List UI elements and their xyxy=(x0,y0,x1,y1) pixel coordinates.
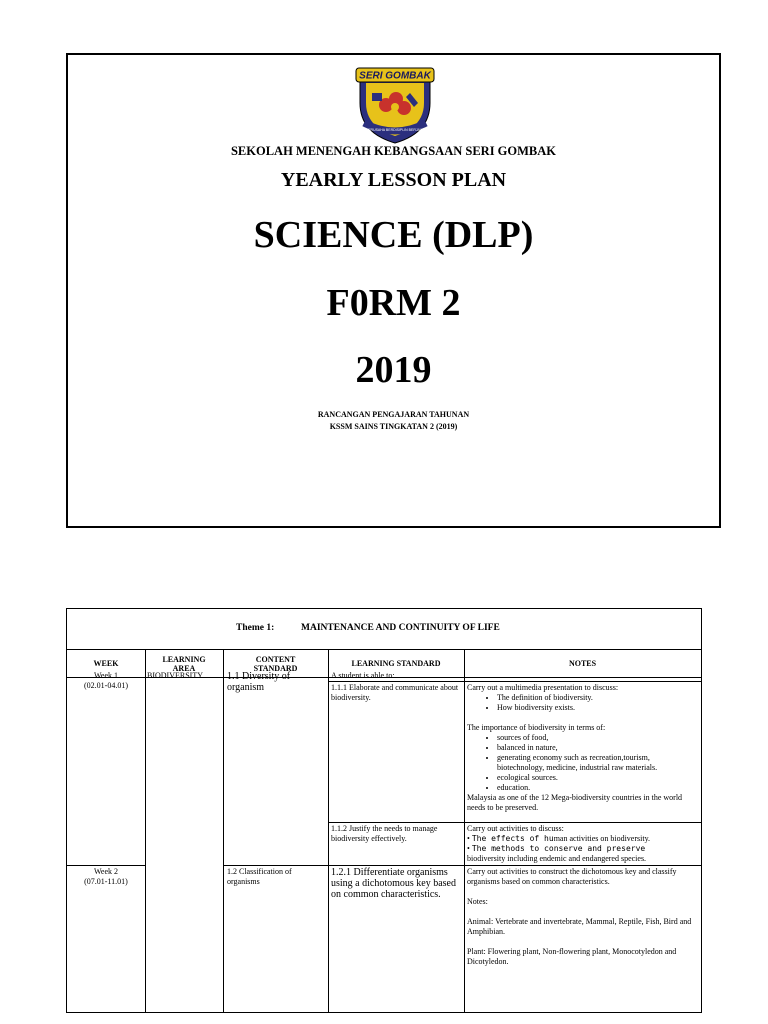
lesson-plan-table xyxy=(66,608,702,1013)
row-divider xyxy=(328,822,701,823)
year-title: 2019 xyxy=(355,349,432,391)
content-standard-1-1: 1.1 Diversity of organism xyxy=(227,671,291,693)
school-name: SEKOLAH MENENGAH KEBANGSAAN SERI GOMBAK xyxy=(230,144,557,158)
rpt-line-1: RANCANGAN PENGAJARAN TAHUNAN xyxy=(317,410,470,419)
row-divider xyxy=(67,865,145,866)
school-crest-logo xyxy=(336,63,454,145)
cover-page xyxy=(66,53,721,528)
form-title: F0RM 2 xyxy=(326,282,461,324)
theme-label: Theme 1: xyxy=(236,623,275,633)
notes-1-1-2: Carry out activities to discuss: • The effects of human activities on biodiversity. • The methods to conserve and preserve biodiversity including endemic and endangered species. xyxy=(467,824,651,863)
header-learning-area: LEARNING AREA xyxy=(145,650,223,678)
plan-title: YEARLY LESSON PLAN xyxy=(280,169,507,191)
column-divider xyxy=(223,649,224,1012)
svg-text:BERUSAHA BERDISIPLIN BERJAYA: BERUSAHA BERDISIPLIN BERJAYA xyxy=(365,128,425,132)
header-content-standard: CONTENT STANDARD xyxy=(223,650,328,678)
rpt-line-2: KSSM SAINS TINGKATAN 2 (2019) xyxy=(329,422,458,431)
header-week: WEEK xyxy=(67,650,145,678)
theme-title: MAINTENANCE AND CONTINUITY OF LIFE xyxy=(301,623,500,633)
column-divider xyxy=(145,649,146,1012)
theme-row xyxy=(67,609,701,650)
student-intro: A student is able to: xyxy=(331,671,395,680)
notes-1-2-1: Carry out activities to construct the dichotomous key and classify organisms based on common characteristics. Notes: Animal: Vertebrate and invertebrate, Mammal, Reptile, Fish, Bird and Amphibian. Plant: Flowering plant, Non-flowering plant, Monocotyledon and Dicotyledon. xyxy=(467,867,692,966)
row-divider xyxy=(328,681,701,682)
learning-standard-1-2-1: 1.2.1 Differentiate organisms using a dichotomous key based on common characteristics. xyxy=(331,867,456,900)
learning-area-cell: BIODIVERSITY xyxy=(147,671,203,680)
subject-title: SCIENCE (DLP) xyxy=(253,214,534,256)
column-divider xyxy=(464,649,465,1012)
svg-text:SERI GOMBAK: SERI GOMBAK xyxy=(359,70,431,82)
learning-standard-1-1-1: 1.1.1 Elaborate and communicate about biodiversity. xyxy=(331,683,459,702)
column-divider xyxy=(328,649,329,1012)
header-notes: NOTES xyxy=(464,650,701,678)
learning-standard-1-1-2: 1.1.2 Justify the needs to manage biodiversity effectively. xyxy=(331,824,438,843)
week-2-cell: Week 2 (07.01-11.01) xyxy=(84,867,128,886)
week-1-cell: Week 1 (02.01-04.01) xyxy=(84,671,128,690)
row-divider xyxy=(223,865,701,866)
header-learning-standard: LEARNING STANDARD xyxy=(328,650,464,678)
notes-1-1-1: Carry out a multimedia presentation to discuss: • The definition of biodiversity. • How biodiversity exists. The importance of biodiversity in terms of: • sources of food, • balanced in nature, • generating economy such as recreation,tourism, biotechnology, medicine, industrial raw materials. • ecological sources. • education. Malaysia as one of the 12 Mega-biodiversity countries in the world needs to be preserved. xyxy=(467,683,699,813)
content-standard-1-2: 1.2 Classification of organisms xyxy=(227,867,292,886)
